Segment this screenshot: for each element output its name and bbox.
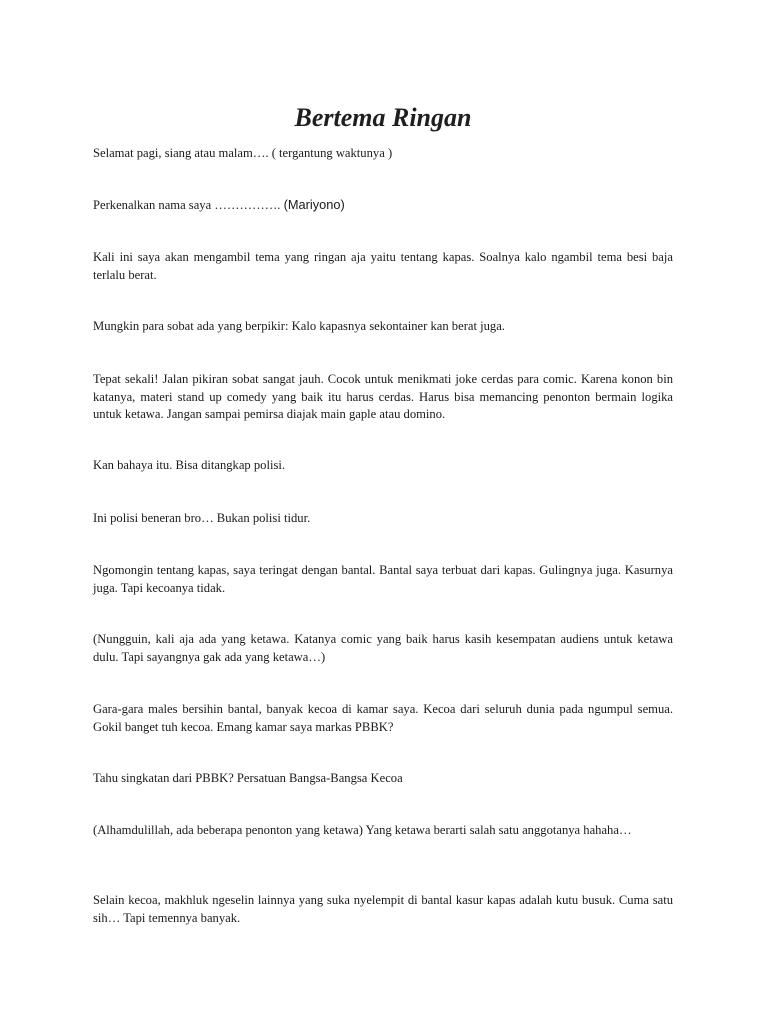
speaker-name: (Mariyono) <box>283 197 345 212</box>
paragraph-police: Kan bahaya itu. Bisa ditangkap polisi. <box>93 458 286 472</box>
paragraph-theme: Kali ini saya akan mengambil tema yang ringan aja yaitu tentang kapas. Soalnya kalo ngambil tema besi baja terlalu berat. <box>93 250 673 282</box>
introduction-text: Perkenalkan nama saya ……………. <box>93 198 284 212</box>
paragraph-real-police: Ini polisi beneran bro… Bukan polisi tidur. <box>93 511 311 525</box>
paragraph-laugh: (Alhamdulillah, ada beberapa penonton yang ketawa) Yang ketawa berarti salah satu anggotanya hahaha… <box>93 823 632 837</box>
paragraph-greeting: Selamat pagi, siang atau malam…. ( tergantung waktunya ) <box>93 146 393 160</box>
paragraph-waiting-laugh: (Nungguin, kali aja ada yang ketawa. Katanya comic yang baik harus kasih kesempatan audiens untuk ketawa dulu. Tapi sayangnya gak ada yang ketawa…) <box>93 632 673 664</box>
paragraph-smart-joke: Tepat sekali! Jalan pikiran sobat sangat jauh. Cocok untuk menikmati joke cerdas para comic. Karena konon bin katanya, materi stand up comedy yang baik itu harus cerdas. Harus bisa memancing penonton bermain logika untuk ketawa. Jangan sampai pemirsa diajak main gaple atau domino. <box>93 372 673 421</box>
paragraph-bedbug: Selain kecoa, makhluk ngeselin lainnya yang suka nyelempit di bantal kasur kapas adalah kutu busuk. Cuma satu sih… Tapi temennya banyak. <box>93 893 673 925</box>
paragraph-cockroach: Gara-gara males bersihin bantal, banyak kecoa di kamar saya. Kecoa dari seluruh dunia pada ngumpul semua. Gokil banget tuh kecoa. Emang kamar saya markas PBBK? <box>93 702 673 734</box>
paragraph-pillow: Ngomongin tentang kapas, saya teringat dengan bantal. Bantal saya terbuat dari kapas. Gulingnya juga. Kasurnya juga. Tapi kecoanya tidak. <box>93 563 673 595</box>
paragraph-thinking: Mungkin para sobat ada yang berpikir: Kalo kapasnya sekontainer kan berat juga. <box>93 319 505 333</box>
document-title: Bertema Ringan <box>294 103 472 132</box>
paragraph-introduction <box>93 196 673 215</box>
paragraph-pbbk: Tahu singkatan dari PBBK? Persatuan Bangsa-Bangsa Kecoa <box>93 771 403 785</box>
